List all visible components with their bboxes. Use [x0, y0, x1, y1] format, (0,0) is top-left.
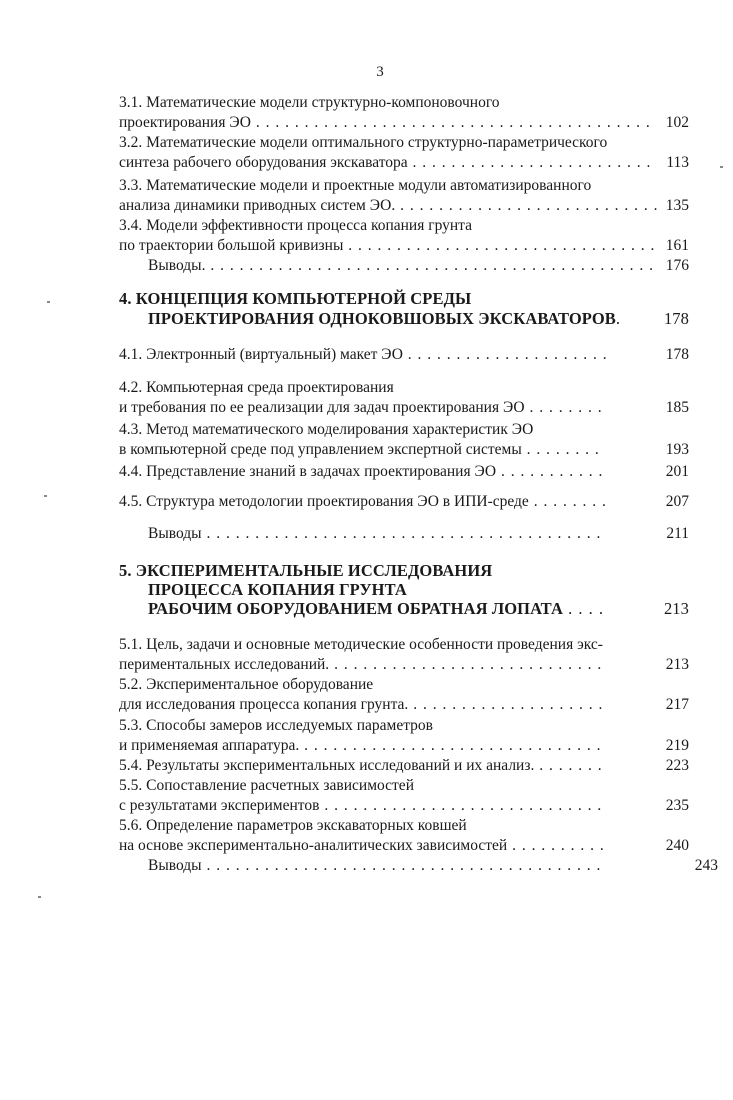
toc-entry-5-5-line2 [119, 796, 689, 816]
dot-leader: . . . . . . . . . . . [496, 463, 604, 480]
toc-entry-text: периментальных исследований. [119, 656, 330, 673]
toc-entry-4-2-line2 [119, 398, 689, 418]
toc-entry-3-3-line1: 3.3. Математические модели и проектные модули автоматизированного [119, 177, 592, 194]
toc-page-number: 201 [665, 463, 689, 480]
chapter-5-heading-line1: 5. ЭКСПЕРИМЕНТАЛЬНЫЕ ИССЛЕДОВАНИЯ [119, 561, 493, 580]
scan-speck [720, 166, 723, 168]
toc-entry-text: на основе экспериментально-аналитических зависимостей [119, 837, 508, 854]
toc-page-number: 240 [665, 837, 689, 854]
toc-entry-text: и применяемая аппаратура. [119, 737, 300, 754]
dot-leader: . . . . . . . . . . . . . . . . . . . . . . . . . . . . . . . . . . . . . . . . . [250, 114, 651, 131]
toc-entry-text: 4.4. Представление знаний в задачах проектирования ЭО [119, 463, 497, 480]
toc-page-number: 178 [663, 309, 689, 328]
toc-page-number: 217 [665, 696, 689, 713]
toc-entry-5-1-line1: 5.1. Цель, задачи и основные методические особенности проведения экс- [119, 636, 603, 653]
dot-leader: . . . . . . . . . . . . . . . . . . . . . . . . . . . . . . . . . . . . . . . . . [201, 857, 602, 874]
toc-entry-conclusions-4 [148, 524, 718, 544]
dot-leader: . . . . . . . . [528, 493, 607, 510]
toc-entry-5-4 [119, 756, 689, 776]
toc-entry-5-3-line2 [119, 736, 689, 756]
toc-entry-text: в компьютерной среде под управлением экспертной системы [119, 441, 522, 458]
dot-leader: . . . . . . . . . . . . . . . . . . . . [408, 696, 604, 713]
dot-leader: . . . . . . . [534, 757, 603, 774]
toc-entry-text: ПРОЕКТИРОВАНИЯ ОДНОКОВШОВЫХ ЭКСКАВАТОРОВ [148, 309, 616, 328]
dot-leader: . . . . . . . . . . . . . . . . . . . . . [402, 346, 608, 363]
scan-speck [47, 301, 50, 303]
toc-page-number: 223 [665, 757, 689, 774]
page-number: 3 [376, 64, 384, 80]
toc-entry-5-6-line1: 5.6. Определение параметров экскаваторных ковшей [119, 817, 467, 834]
dot-leader: . . . . . . . . . . . . . . . . . . . . . . . . . . . [395, 197, 659, 214]
toc-page-number: 207 [665, 493, 689, 510]
toc-entry-text: РАБОЧИМ ОБОРУДОВАНИЕМ ОБРАТНАЯ ЛОПАТА [148, 599, 563, 618]
toc-entry-3-4-line1: 3.4. Модели эффективности процесса копания грунта [119, 217, 473, 234]
scan-speck [38, 896, 41, 898]
toc-entry-3-1-line2 [119, 113, 689, 133]
dot-leader: . . . . . . . . . . . . . . . . . . . . . . . . . . . . . . . . . . . . . . . . . . . . . . [205, 257, 654, 274]
toc-entry-text: для исследования процесса копания грунта. [119, 696, 409, 713]
toc-entry-3-1-line1: 3.1. Математические модели структурно-компоновочного [119, 94, 500, 111]
chapter-4-heading-line2: ПРОЕКТИРОВАНИЯ ОДНОКОВШОВЫХ ЭКСКАВАТОРОВ. 178 [148, 309, 689, 328]
toc-page-number: 211 [666, 525, 689, 542]
toc-page-number: 176 [665, 257, 689, 274]
dot-leader: . . . . . . . . . . . . . . . . . . . . . . . . . . . . [329, 656, 603, 673]
toc-entry-text: Выводы [148, 857, 202, 874]
toc-entry-5-1-line2 [119, 655, 689, 675]
toc-entry-text: и требования по ее реализации для задач проектирования ЭО [119, 399, 525, 416]
toc-entry-text: 5.4. Результаты экспериментальных исследований и их анализ. [119, 757, 535, 774]
toc-entry-text: Выводы. [148, 257, 206, 274]
dot-leader: . . . . . . . . . . . . . . . . . . . . . . . . . . . . . . . [299, 737, 602, 754]
toc-entry-4-2-line1: 4.2. Компьютерная среда проектирования [119, 379, 394, 396]
dot-leader: . . . . . . . . . . . . . . . . . . . . . . . . . [407, 154, 652, 171]
dot-leader: . . . . . . . . . . . . . . . . . . . . . . . . . . . . . [319, 797, 603, 814]
toc-page-number: 243 [694, 857, 718, 874]
dot-leader: . . . . . . . . [524, 399, 603, 416]
toc-entry-4-1 [119, 345, 689, 365]
dot-leader: . . . . . . . . . . . . . . . . . . . . . . . . . . . . . . . . [343, 237, 656, 254]
chapter-5-heading-line2: ПРОЦЕССА КОПАНИЯ ГРУНТА [148, 580, 407, 599]
dot-leader: . . . . [562, 599, 604, 618]
toc-entry-4-3-line1: 4.3. Метод математического моделирования характеристик ЭО [119, 421, 534, 438]
toc-page-number: 135 [665, 197, 689, 214]
toc-entry-conclusions-5 [148, 856, 718, 876]
toc-page-number: 193 [665, 441, 689, 458]
toc-entry-5-2-line1: 5.2. Экспериментальное оборудование [119, 676, 374, 693]
toc-entry-5-3-line1: 5.3. Способы замеров исследуемых параметров [119, 717, 433, 734]
toc-entry-text: 4.1. Электронный (виртуальный) макет ЭО [119, 346, 403, 363]
dot-leader: . . . . . . . . . . [507, 837, 605, 854]
toc-entry-4-4 [119, 462, 689, 482]
toc-page-number: 235 [665, 797, 689, 814]
toc-page-number: 219 [665, 737, 689, 754]
toc-page-number: 213 [665, 656, 689, 673]
toc-entry-text: по траектории большой кривизны [119, 237, 344, 254]
toc-entry-5-5-line1: 5.5. Сопоставление расчетных зависимостей [119, 777, 414, 794]
toc-entry-text: синтеза рабочего оборудования экскаватора [119, 154, 408, 171]
toc-entry-4-5 [119, 492, 689, 512]
toc-entry-3-2-line1: 3.2. Математические модели оптимального структурно-параметрического [119, 134, 608, 151]
chapter-4-heading-line1: 4. КОНЦЕПЦИЯ КОМПЬЮТЕРНОЙ СРЕДЫ [119, 289, 472, 308]
dot-leader: . . . . . . . . [521, 441, 600, 458]
toc-page-number: 113 [666, 154, 689, 171]
toc-page-number: 178 [665, 346, 689, 363]
toc-entry-text: анализа динамики приводных систем ЭО. [119, 197, 396, 214]
toc-entry-text: Выводы [148, 525, 202, 542]
toc-page-number: 213 [663, 599, 689, 618]
toc-page-number: 185 [665, 399, 689, 416]
toc-entry-5-2-line2 [119, 695, 689, 715]
toc-entry-text: проектирования ЭО [119, 114, 251, 131]
chapter-5-heading-line3 [148, 599, 718, 619]
toc-entry-5-6-line2 [119, 836, 689, 856]
toc-entry-3-4-line2 [119, 236, 689, 256]
toc-page-number: 161 [665, 237, 689, 254]
toc-page-number: 102 [665, 114, 689, 131]
dot-leader: . . . . . . . . . . . . . . . . . . . . . . . . . . . . . . . . . . . . . . . . . [201, 525, 602, 542]
toc-entry-3-3-line2 [119, 196, 689, 216]
scan-speck [44, 495, 47, 497]
toc-entry-text: 4.5. Структура методологии проектирования ЭО в ИПИ-среде [119, 493, 529, 510]
toc-entry-text: с результатами экспериментов [119, 797, 320, 814]
toc-entry-conclusions-3 [148, 256, 718, 276]
toc-entry-3-2-line2 [119, 153, 689, 173]
toc-entry-4-3-line2 [119, 440, 689, 460]
